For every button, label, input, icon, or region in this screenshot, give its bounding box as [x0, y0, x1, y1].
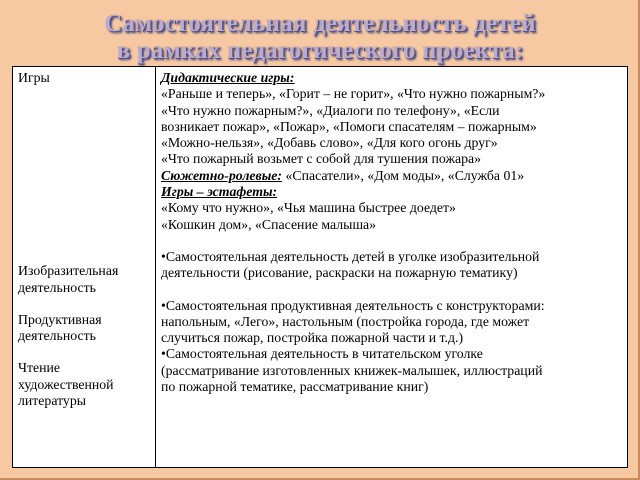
label-reading-1: Чтение	[18, 360, 61, 376]
roleplay-line	[161, 168, 623, 184]
roleplay-heading: Сюжетно-ролевые	[161, 167, 278, 183]
didactic-line: возникает пожар», «Пожар», «Помоги спасателям – пожарным»	[161, 118, 537, 134]
didactic-heading: Дидактические игры:	[161, 70, 295, 85]
productive-line: •Самостоятельная продуктивная деятельность с конструкторами:	[161, 297, 545, 313]
didactic-line: «Раньше и теперь», «Горит – не горит», «Что нужно пожарным?»	[161, 86, 546, 102]
label-reading-3: литературы	[18, 393, 87, 409]
productive-line: напольным, «Лего», настольным (постройка города, где может	[161, 313, 530, 329]
label-visual-2: деятельность	[18, 279, 96, 295]
reading-line: •Самостоятельная деятельность в читательском уголке	[161, 346, 483, 362]
label-productive-2: деятельность	[18, 328, 96, 344]
label-visual-1: Изобразительная	[18, 263, 119, 279]
didactic-line: «Что пожарный возьмет с собой для тушения пожара»	[161, 151, 482, 167]
label-games: Игры	[18, 70, 50, 85]
relay-line: «Кому что нужно», «Чья машина быстрее доедет»	[161, 200, 456, 216]
relay-heading: Игры – эстафеты:	[161, 184, 278, 200]
title-line-1: Самостоятельная деятельность детей	[104, 10, 536, 37]
title-line-2: в рамках педагогического проекта:	[116, 37, 524, 64]
visual-line: деятельности (рисование, раскраски на пожарную тематику)	[161, 265, 518, 281]
label-productive-1: Продуктивная	[18, 311, 102, 327]
table-row	[13, 67, 628, 468]
didactic-line: «Что нужно пожарным?», «Диалоги по телефону», «Если	[161, 102, 500, 118]
page-title	[0, 10, 640, 64]
roleplay-colon: :	[277, 167, 283, 183]
reading-line: по пожарной тематике, рассматривание книг)	[161, 379, 429, 395]
roleplay-text: «Спасатели», «Дом моды», «Служба 01»	[282, 167, 525, 183]
relay-line: «Кошкин дом», «Спасение малыша»	[161, 216, 377, 232]
reading-line: (рассматривание изготовленных книжек-малышек, иллюстраций	[161, 362, 543, 378]
activity-types-cell	[13, 67, 156, 468]
label-reading-2: художественной	[18, 376, 114, 392]
activity-details-cell	[156, 67, 628, 468]
visual-line: •Самостоятельная деятельность детей в уголке изобразительной	[161, 248, 540, 264]
productive-line: случиться пожар, постройка пожарной части и т.д.)	[161, 330, 464, 346]
didactic-line: «Можно-нельзя», «Добавь слово», «Для кого огонь друг»	[161, 135, 498, 151]
activities-table	[12, 66, 628, 468]
